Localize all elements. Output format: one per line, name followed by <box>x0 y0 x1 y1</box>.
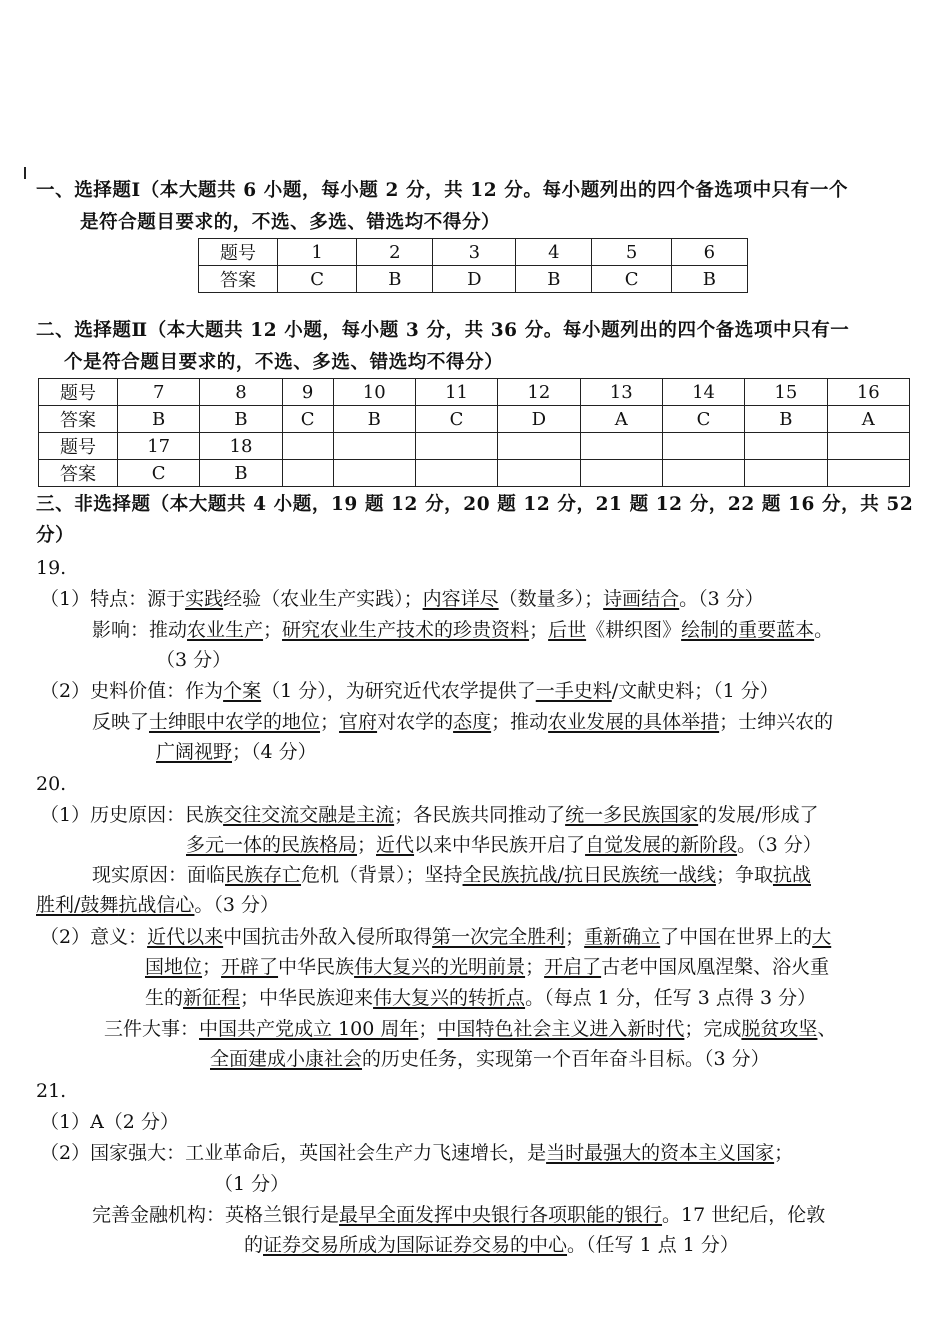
answer-cell: C <box>662 406 744 433</box>
text: ； <box>774 1142 794 1164</box>
question-number: 6 <box>671 239 747 266</box>
empty-cell <box>498 433 580 460</box>
text: ；（4 分） <box>232 741 317 763</box>
row-label: 题号 <box>39 433 118 460</box>
question-21-number: 21. <box>36 1080 67 1102</box>
text: 了中国在世界上的 <box>660 926 813 948</box>
empty-cell <box>415 460 497 487</box>
text: 三件大事： <box>104 1018 200 1040</box>
question-number: 2 <box>357 239 433 266</box>
q20-three-events-cont <box>210 1046 770 1072</box>
answer-cell: B <box>200 406 282 433</box>
empty-cell <box>580 433 662 460</box>
text: 。 <box>814 619 834 641</box>
text: 《耕织图》 <box>586 619 682 641</box>
q20-three-events <box>104 1016 836 1042</box>
answer-cell: A <box>827 406 909 433</box>
answer-cell: B <box>118 406 200 433</box>
empty-cell <box>333 433 415 460</box>
underlined-text: 近代 <box>376 834 415 856</box>
question-number: 18 <box>200 433 282 460</box>
text: 反映了 <box>92 711 150 733</box>
underlined-text: 胜利/鼓舞 <box>36 894 119 916</box>
text: ； <box>202 956 222 978</box>
text: ；完成 <box>684 1018 742 1040</box>
q21-financial-institutions-cont <box>244 1232 739 1258</box>
text: 的历史任务，实现第一个百年奋斗目标。（3 分） <box>362 1048 770 1070</box>
q20-part1-reality <box>92 862 811 888</box>
question-number: 13 <box>580 379 662 406</box>
row-label: 答案 <box>199 266 278 293</box>
question-number: 5 <box>592 239 671 266</box>
underlined-text: 农业生产 <box>187 619 264 641</box>
question-number: 16 <box>827 379 909 406</box>
empty-cell <box>662 433 744 460</box>
question-number: 3 <box>433 239 516 266</box>
q20-part1-reality-cont <box>36 892 279 918</box>
q19-part2-reflects <box>92 709 833 735</box>
underlined-text: 统一多民族国家 <box>565 804 699 826</box>
q19-part1-score: （3 分） <box>156 649 232 671</box>
answer-cell: C <box>282 406 333 433</box>
table-row <box>199 266 748 293</box>
answer-cell: B <box>671 266 747 293</box>
text: ； <box>565 926 585 948</box>
underlined-text: 最早全面发挥中央银行各项职能的银行 <box>339 1204 663 1226</box>
empty-cell <box>282 433 333 460</box>
table-row <box>39 379 910 406</box>
underlined-text: 伟大复兴的转折点 <box>373 987 526 1009</box>
empty-cell <box>745 460 827 487</box>
table-row <box>39 460 910 487</box>
text: ；争取 <box>715 864 773 886</box>
underlined-text: 多元一体的民族格局 <box>186 834 358 856</box>
section1-answer-table <box>198 238 748 293</box>
empty-cell <box>827 433 909 460</box>
underlined-text: 态度 <box>453 711 492 733</box>
text: 、 <box>817 1018 837 1040</box>
question-number: 9 <box>282 379 333 406</box>
text: 。（任写 1 点 1 分） <box>567 1234 739 1256</box>
underlined-text: 绘制的重要蓝本 <box>681 619 815 641</box>
text: ； <box>418 1018 438 1040</box>
answer-cell: B <box>745 406 827 433</box>
underlined-text: 广阔视野 <box>156 741 233 763</box>
question-number: 7 <box>118 379 200 406</box>
empty-cell <box>415 433 497 460</box>
question-number: 14 <box>662 379 744 406</box>
answer-cell: A <box>580 406 662 433</box>
text: ；推动 <box>491 711 549 733</box>
question-number: 15 <box>745 379 827 406</box>
answer-cell: B <box>357 266 433 293</box>
text: 的发展/形成了 <box>698 804 819 826</box>
question-20-number: 20. <box>36 773 67 795</box>
text: 。（3 分） <box>194 894 280 916</box>
underlined-text: 中国特色社会主义进入新时代 <box>437 1018 685 1040</box>
underlined-text: 个案 <box>223 680 262 702</box>
underlined-text: 民族存亡 <box>225 864 302 886</box>
q20-part1-history <box>40 802 819 828</box>
text: 中华民族 <box>278 956 355 978</box>
text: 。（每点 1 分，任写 3 点得 3 分） <box>525 987 817 1009</box>
underlined-text: 诗画结合 <box>603 588 680 610</box>
underlined-text: 新征程 <box>183 987 241 1009</box>
underlined-text: 开启了 <box>544 956 602 978</box>
underlined-text: 抗战信心 <box>118 894 195 916</box>
text: 经验（农业生产实践）； <box>223 588 423 610</box>
underlined-text: 伟大复兴的光明前景 <box>354 956 526 978</box>
text: 现实原因：面临 <box>92 864 226 886</box>
section2-heading-line2: 个是符合题目要求的，不选、多选、错选均不得分） <box>64 352 504 373</box>
section2-answer-table <box>38 378 910 487</box>
underlined-text: 交往交流交融是主流 <box>223 804 395 826</box>
answer-cell: D <box>433 266 516 293</box>
section2-heading-line1: 二、选择题Ⅱ（本大题共 12 小题，每小题 3 分，共 36 分。每小题列出的四个备选项中只有一 <box>36 320 850 341</box>
underlined-text: 国地位 <box>145 956 203 978</box>
answer-cell: D <box>498 406 580 433</box>
text: ；各民族共同推动了 <box>394 804 566 826</box>
q20-part2-meaning-end <box>145 985 816 1011</box>
text: 危机（背景）；坚持 <box>301 864 463 886</box>
underlined-text: 中国共产党成立 100 周年 <box>199 1018 419 1040</box>
text: 中国抗击外敌入侵所取得 <box>223 926 433 948</box>
section1-heading-line1: 一、选择题Ⅰ（本大题共 6 小题，每小题 2 分，共 12 分。每小题列出的四个备选项中只有一个 <box>36 180 849 201</box>
text: ； <box>525 956 545 978</box>
text: 。17 世纪后，伦敦 <box>662 1204 826 1226</box>
answer-cell: C <box>592 266 671 293</box>
text: ； <box>320 711 340 733</box>
q19-part1-traits <box>40 586 764 612</box>
underlined-text: 第一次完全胜利 <box>432 926 566 948</box>
underlined-text: 抗战 <box>772 864 811 886</box>
q21-part2-score: （1 分） <box>214 1173 290 1195</box>
q19-part2-cont <box>156 739 317 765</box>
answer-cell: C <box>415 406 497 433</box>
empty-cell <box>282 460 333 487</box>
text: /文献史料；（1 分） <box>611 680 779 702</box>
row-label: 题号 <box>39 379 118 406</box>
table-row <box>199 239 748 266</box>
text: 。（3 分） <box>679 588 764 610</box>
question-number: 17 <box>118 433 200 460</box>
q21-part2-strong-nation <box>40 1140 793 1166</box>
underlined-text: 农业发展的具体举措 <box>548 711 720 733</box>
underlined-text: 自觉发展的新阶段 <box>585 834 738 856</box>
underlined-text: 研究农业生产技术的珍贵资料 <box>282 619 530 641</box>
underlined-text: 实践 <box>185 588 224 610</box>
text: 以来中华民族开启了 <box>414 834 586 856</box>
underlined-text: 当时最强大的资本主义国家 <box>546 1142 775 1164</box>
question-number: 11 <box>415 379 497 406</box>
underlined-text: 大 <box>812 926 832 948</box>
text: 。（3 分） <box>737 834 822 856</box>
answer-cell: B <box>200 460 282 487</box>
text: 生的 <box>145 987 184 1009</box>
empty-cell <box>498 460 580 487</box>
text: ；士绅兴农的 <box>719 711 834 733</box>
underlined-text: 后世 <box>548 619 587 641</box>
text: ； <box>263 619 283 641</box>
q20-part2-meaning <box>40 924 831 950</box>
text: （1 分），为研究近代农学提供了 <box>261 680 536 702</box>
row-label: 题号 <box>199 239 278 266</box>
q21-part1: （1）A（2 分） <box>40 1111 179 1133</box>
empty-cell <box>333 460 415 487</box>
section1-heading-line2: 是符合题目要求的，不选、多选、错选均不得分） <box>80 212 501 233</box>
empty-cell <box>662 460 744 487</box>
text: ；中华民族迎来 <box>240 987 374 1009</box>
q19-part1-influence <box>92 617 833 643</box>
question-number: 10 <box>333 379 415 406</box>
underlined-text: 官府 <box>339 711 378 733</box>
q20-part2-meaning-cont <box>145 954 829 980</box>
margin-mark <box>24 167 26 179</box>
underlined-text: 近代以来 <box>147 926 224 948</box>
text: （2）国家强大：工业革命后，英国社会生产力飞速增长，是 <box>40 1142 547 1164</box>
text: （1）历史原因：民族 <box>40 804 224 826</box>
text: ； <box>529 619 549 641</box>
question-19-number: 19. <box>36 557 67 579</box>
underlined-text: 开辟了 <box>221 956 279 978</box>
underlined-text: 全面建成小康社会 <box>210 1048 363 1070</box>
question-number: 4 <box>516 239 592 266</box>
answer-cell: C <box>278 266 357 293</box>
text: 影响：推动 <box>92 619 188 641</box>
text: ； <box>357 834 377 856</box>
row-label: 答案 <box>39 460 118 487</box>
text: （2）史料价值：作为 <box>40 680 224 702</box>
table-row <box>39 433 910 460</box>
underlined-text: 全民族抗战/抗日民族统一战线 <box>462 864 716 886</box>
text: （数量多）； <box>498 588 604 610</box>
answer-cell: C <box>118 460 200 487</box>
question-number: 12 <box>498 379 580 406</box>
question-number: 1 <box>278 239 357 266</box>
underlined-text: 士绅眼中农学的地位 <box>149 711 321 733</box>
text: （1）特点：源于 <box>40 588 186 610</box>
table-row <box>39 406 910 433</box>
row-label: 答案 <box>39 406 118 433</box>
underlined-text: 脱贫攻坚 <box>741 1018 818 1040</box>
section3-heading-line2: 分） <box>36 525 75 546</box>
text: 古老中国凤凰涅槃、浴火重 <box>601 956 830 978</box>
section3-heading-line1: 三、非选择题（本大题共 4 小题，19 题 12 分，20 题 12 分，21 题 12 分，22 题 16 分，共 52 <box>36 494 914 515</box>
underlined-text: 证券交易所成为国际证券交易的中心 <box>263 1234 568 1256</box>
text: （2）意义： <box>40 926 148 948</box>
empty-cell <box>745 433 827 460</box>
text: 对农学的 <box>377 711 454 733</box>
underlined-text: 一手史料 <box>535 680 612 702</box>
empty-cell <box>580 460 662 487</box>
answer-cell: B <box>516 266 592 293</box>
answer-cell: B <box>333 406 415 433</box>
question-number: 8 <box>200 379 282 406</box>
underlined-text: 重新确立 <box>584 926 661 948</box>
empty-cell <box>827 460 909 487</box>
q20-part1-history-cont <box>186 832 822 858</box>
underlined-text: 内容详尽 <box>422 588 499 610</box>
text: 的 <box>244 1234 264 1256</box>
text: 完善金融机构：英格兰银行是 <box>92 1204 340 1226</box>
q21-financial-institutions <box>92 1202 825 1228</box>
q19-part2-value <box>40 678 779 704</box>
